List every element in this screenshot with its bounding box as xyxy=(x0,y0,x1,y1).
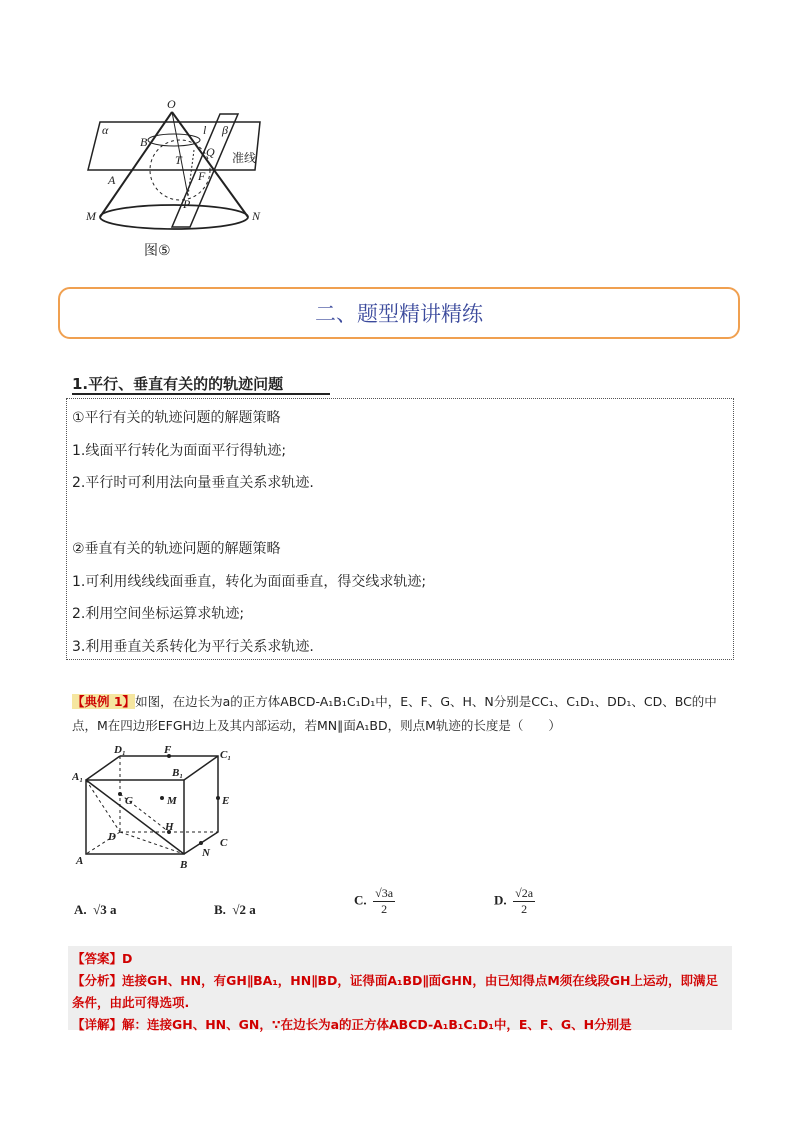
svg-text:N: N xyxy=(252,209,261,223)
strategy-line: ②垂直有关的轨迹问题的解题策略 xyxy=(72,541,281,557)
option-value: √3 a xyxy=(93,902,117,917)
strategy-line: ①平行有关的轨迹问题的解题策略 xyxy=(72,410,281,426)
detail-line: 【详解】解：连接GH、HN、GN，∵在边长为a的正方体ABCD-A₁B₁C₁D₁中，E、F、G、H分别是 xyxy=(72,1017,632,1032)
svg-text:M: M xyxy=(167,795,177,807)
svg-text:C₁: C₁ xyxy=(220,749,232,761)
svg-text:N: N xyxy=(202,847,210,859)
cone-plane-figure xyxy=(80,92,280,262)
svg-text:E: E xyxy=(222,795,230,807)
cube-edge xyxy=(86,756,120,780)
point-M xyxy=(160,796,164,800)
option-letter: C. xyxy=(354,892,367,908)
svg-text:准线: 准线 xyxy=(232,151,257,165)
example-problem xyxy=(72,690,732,738)
cone-edge-left xyxy=(100,112,172,217)
diagonal-A1D xyxy=(86,780,120,832)
svg-text:A: A xyxy=(108,173,116,187)
diagonal-DB xyxy=(120,832,184,854)
topic-underline xyxy=(72,393,330,395)
svg-text:α: α xyxy=(102,123,109,137)
section-heading-box xyxy=(58,287,740,339)
svg-text:B₁: B₁ xyxy=(172,767,184,779)
answer-line: 【答案】D xyxy=(72,951,133,966)
point-G xyxy=(118,792,122,796)
strategy-box xyxy=(66,398,734,660)
svg-text:F: F xyxy=(198,169,206,183)
option-fraction: $\frac{√2a}{2}$ xyxy=(515,886,534,916)
topic-title: 1.平行、垂直有关的的轨迹问题 xyxy=(72,375,284,393)
svg-text:M: M xyxy=(86,209,96,223)
option-letter: B. xyxy=(214,902,226,917)
svg-text:C: C xyxy=(220,837,228,849)
svg-text:T: T xyxy=(175,153,182,167)
strategy-line: 1.线面平行转化为面面平行得轨迹; xyxy=(72,443,287,459)
svg-text:F: F xyxy=(164,744,172,756)
svg-text:Q: Q xyxy=(206,145,215,159)
svg-text:A: A xyxy=(76,855,84,867)
answer-box xyxy=(68,946,732,1030)
option-a[interactable] xyxy=(74,902,117,918)
option-c[interactable] xyxy=(354,886,395,917)
option-letter: D. xyxy=(494,892,507,908)
point-E xyxy=(216,796,220,800)
svg-text:B: B xyxy=(140,135,148,149)
point-N xyxy=(199,841,203,845)
svg-text:P: P xyxy=(183,197,191,211)
figure-caption: 图⑤ xyxy=(144,243,171,259)
svg-text:D₁: D₁ xyxy=(114,744,126,756)
svg-text:β: β xyxy=(222,123,228,137)
svg-text:G: G xyxy=(125,795,133,807)
svg-text:A₁: A₁ xyxy=(72,771,84,783)
option-value: √2 a xyxy=(232,902,256,917)
cube-edge xyxy=(184,756,218,780)
strategy-line: 2.利用空间坐标运算求轨迹; xyxy=(72,606,245,622)
cube-figure xyxy=(72,742,252,872)
option-d[interactable] xyxy=(494,886,535,917)
svg-text:l: l xyxy=(203,123,207,137)
option-b[interactable] xyxy=(214,902,256,918)
example-tag: 【典例 1】 xyxy=(72,694,136,709)
svg-text:B: B xyxy=(180,859,188,871)
svg-text:H: H xyxy=(165,821,174,833)
strategy-line: 3.利用垂直关系转化为平行关系求轨迹. xyxy=(72,639,314,655)
diagonal-A1B xyxy=(86,780,184,854)
option-letter: A. xyxy=(74,902,87,917)
option-fraction: $\frac{√3a}{2}$ xyxy=(375,886,394,916)
strategy-line: 1.可利用线线线面垂直，转化为面面垂直，得交线求轨迹; xyxy=(72,574,427,590)
example-text: 如图，在边长为a的正方体ABCD-A₁B₁C₁D₁中，E、F、G、H、N分别是CC₁、C₁D₁、DD₁、CD、BC的中点，M在四边形EFGH边上及其内部运动，若MN∥面A₁BD，则点M轨迹的长度是（ ） xyxy=(72,694,717,733)
analysis-line: 【分析】连接GH、HN，有GH∥BA₁，HN∥BD，证得面A₁BD∥面GHN，由已知得点M须在线段GH上运动，即满足条件，由此可得选项. xyxy=(72,973,719,1010)
svg-text:D: D xyxy=(108,831,116,843)
svg-text:O: O xyxy=(167,97,176,111)
section-title: 二、题型精讲精练 xyxy=(315,302,483,326)
cone-base xyxy=(100,205,248,229)
strategy-line: 2.平行时可利用法向量垂直关系求轨迹. xyxy=(72,475,314,491)
